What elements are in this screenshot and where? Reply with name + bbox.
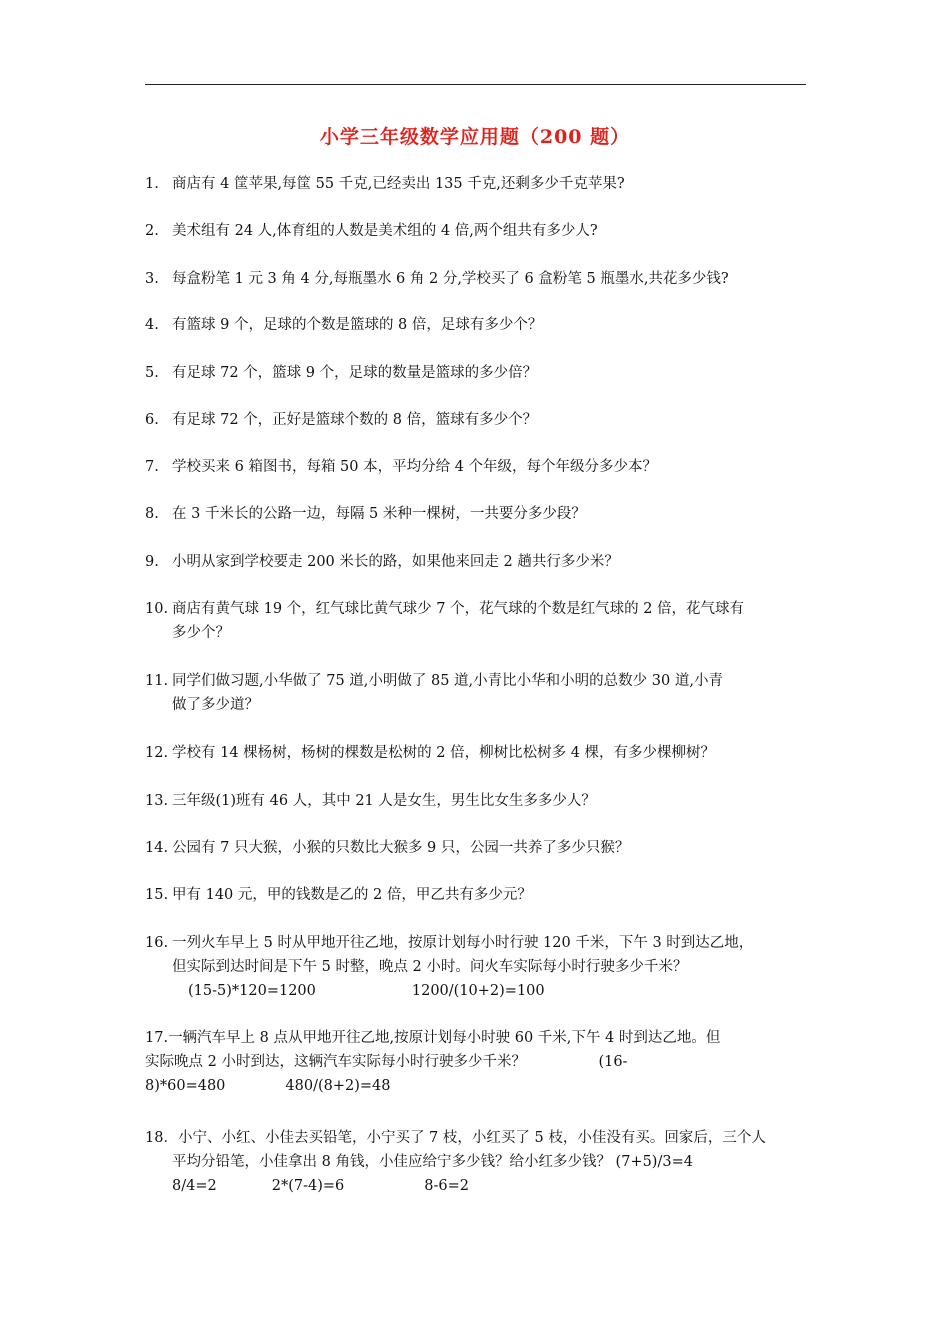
calc-step: 8)*60=480 [145, 1078, 226, 1094]
question-14: 14. 公园有 7 只大猴，小猴的只数比大猴多 9 只，公园一共养了多少只猴？ [145, 840, 630, 856]
calc-step: (15-5)*120=1200 [188, 983, 316, 999]
question-17: 17.一辆汽车早上 8 点从甲地开往乙地,按原计划每小时驶 60 千米,下午 4 时到达乙地。但 实际晚点 2 小时到达，这辆汽车实际每小时行驶多少千米？ (16- 8)*60=480 480/(8+2)=48 [145, 1030, 721, 1094]
question-6: 6. 有足球 72 个，正好是篮球个数的 8 倍，篮球有多少个？ [145, 412, 538, 428]
question-2: 2. 美术组有 24 人,体育组的人数是美术组的 4 倍,两个组共有多少人? [145, 223, 598, 239]
question-5: 5. 有足球 72 个，篮球 9 个，足球的数量是篮球的多少倍？ [145, 365, 538, 381]
question-9: 9. 小明从家到学校要走 200 米长的路，如果他来回走 2 趟共行多少米？ [145, 554, 619, 570]
calc-step: 2*(7-4)=6 [271, 1178, 345, 1194]
question-8: 8. 在 3 千米长的公路一边，每隔 5 米种一棵树，一共要分多少段？ [145, 506, 586, 522]
question-16: 16. 一列火车早上 5 时从甲地开往乙地，按原计划每小时行驶 120 千米，下午 3 时到达乙地， 但实际到达时间是下午 5 时整，晚点 2 小时。问火车实际每小时行驶多少千米？ (15-5)*120=1200 1200/(10+2)=100 [145, 935, 754, 999]
question-13: 13. 三年级(1)班有 46 人，其中 21 人是女生，男生比女生多多少人？ [145, 793, 596, 809]
question-11: 11. 同学们做习题,小华做了 75 道,小明做了 85 道,小青比小华和小明的总数少 30 道,小青 做了多少道？ [145, 673, 723, 713]
calc-step: 1200/(10+2)=100 [411, 983, 545, 999]
question-1: 1. 商店有 4 筐苹果,每筐 55 千克,已经卖出 135 千克,还剩多少千克苹果? [145, 176, 625, 192]
calc-step: 480/(8+2)=48 [285, 1078, 391, 1094]
question-15: 15. 甲有 140 元，甲的钱数是乙的 2 倍，甲乙共有多少元？ [145, 887, 532, 903]
question-7: 7. 学校买来 6 箱图书，每箱 50 本，平均分给 4 个年级，每个年级分多少本？ [145, 459, 658, 475]
page-title: 小学三年级数学应用题（200 题） [319, 126, 631, 148]
calc-step: 8-6=2 [424, 1178, 469, 1194]
question-10: 10. 商店有黄气球 19 个，红气球比黄气球少 7 个，花气球的个数是红气球的 2 倍，花气球有 多少个？ [145, 601, 745, 641]
question-18: 18．小宁、小红、小佳去买铅笔，小宁买了 7 枝，小红买了 5 枝，小佳没有买。回家后，三个人 平均分铅笔，小佳拿出 8 角钱，小佳应给宁多少钱？给小红多少钱？ (7+5)/3=4 8/4=2 2*(7-4)=6 8-6=2 [145, 1130, 766, 1194]
question-3: 3. 每盒粉笔 1 元 3 角 4 分,每瓶墨水 6 角 2 分,学校买了 6 盒粉笔 5 瓶墨水,共花多少钱? [145, 271, 729, 287]
calc-step: 8/4=2 [172, 1178, 217, 1194]
question-12: 12. 学校有 14 棵杨树，杨树的棵数是松树的 2 倍，柳树比松树多 4 棵，有多少棵柳树？ [145, 745, 716, 761]
question-4: 4. 有篮球 9 个，足球的个数是篮球的 8 倍，足球有多少个？ [145, 317, 543, 333]
header-rule [145, 84, 806, 85]
